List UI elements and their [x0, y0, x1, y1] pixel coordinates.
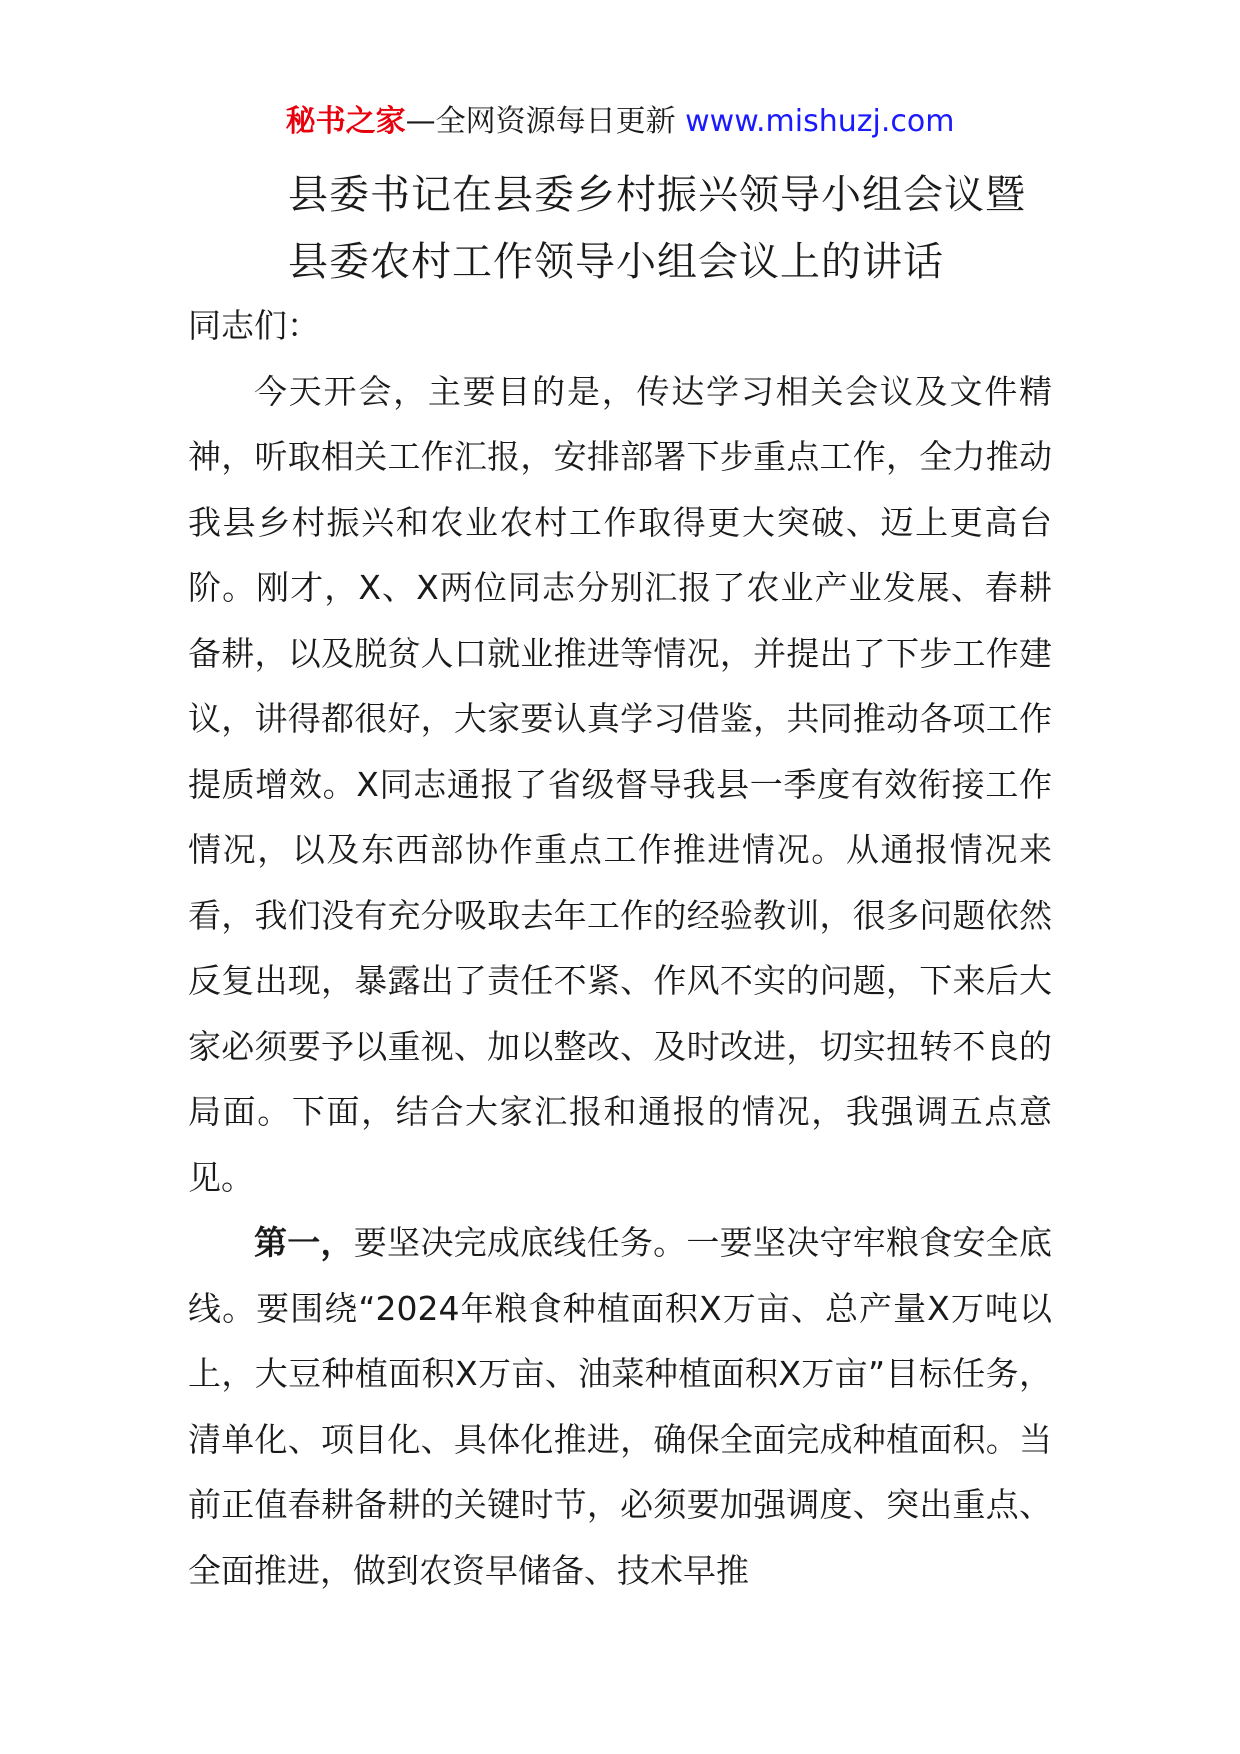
point-one-lead: 第一，	[254, 1223, 354, 1262]
document-title-line-2: 县委农村工作领导小组会议上的讲话	[288, 239, 944, 285]
paragraph-point-one	[188, 1210, 1052, 1603]
document-body	[188, 293, 1052, 1603]
site-tagline: —全网资源每日更新	[405, 104, 686, 139]
site-header	[0, 100, 1240, 144]
point-one-text: 要坚决完成底线任务。一要坚决守牢粮食安全底线。要围绕“2024年粮食种植面积X万亩、总产量X万吨以上，大豆种植面积X万亩、油菜种植面积X万亩”目标任务，清单化、项目化、具体化推进，确保全面完成种植面积。当前正值春耕备耕的关键时节，必须要加强调度、突出重点、全面推进，做到农资早储备、技术早推	[188, 1223, 1053, 1590]
paragraph-intro: 今天开会，主要目的是，传达学习相关会议及文件精神，听取相关工作汇报，安排部署下步重点工作，全力推动我县乡村振兴和农业农村工作取得更大突破、迈上更高台阶。刚才，X、X两位同志分别汇报了农业产业发展、春耕备耕，以及脱贫人口就业推进等情况，并提出了下步工作建议，讲得都很好，大家要认真学习借鉴，共同推动各项工作提质增效。X同志通报了省级督导我县一季度有效衔接工作情况，以及东西部协作重点工作推进情况。从通报情况来看，我们没有充分吸取去年工作的经验教训，很多问题依然反复出现，暴露出了责任不紧、作风不实的问题，下来后大家必须要予以重视、加以整改、及时改进，切实扭转不良的局面。下面，结合大家汇报和通报的情况，我强调五点意见。	[188, 371, 1052, 1197]
site-url-link[interactable]: www.mishuzj.com	[685, 104, 955, 139]
salutation: 同志们：	[188, 306, 320, 345]
site-brand: 秘书之家	[285, 104, 406, 139]
document-title-line-1: 县委书记在县委乡村振兴领导小组会议暨	[288, 172, 1026, 218]
